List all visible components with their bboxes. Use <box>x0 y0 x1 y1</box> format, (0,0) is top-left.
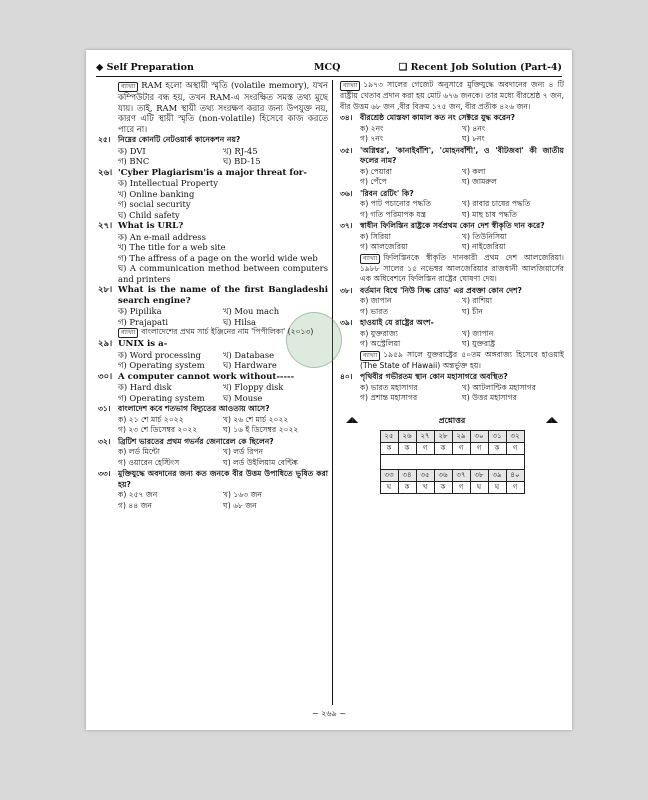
options-34: ক) ২নং খ) ৪নং গ) ৭নং ঘ) ৮নং <box>360 123 486 143</box>
left-column <box>98 80 328 511</box>
answer-number: ২৭ <box>416 431 434 443</box>
answer-cell: ক <box>488 443 506 455</box>
answer-number: ৩০ <box>470 431 488 443</box>
page-header <box>96 62 562 77</box>
options-38: ক) জাপান খ) রাশিয়া গ) ভারত ঘ) চীন <box>360 296 493 316</box>
answer-cell: গ <box>506 443 524 455</box>
answer-number: ৩৬ <box>434 470 452 482</box>
question-29: ২৯। UNIX is a- <box>98 339 168 349</box>
options-25: ক) DVI খ) RJ-45 গ) BNC ঘ) BD-15 <box>118 145 261 166</box>
answer-number: ২৯ <box>452 431 470 443</box>
options-37: ক) সিরিয়া খ) তিউনিসিয়া গ) আলজেরিয়া ঘ) নাইজেরিয়া <box>360 231 507 251</box>
answer-row <box>380 443 524 455</box>
document-page <box>86 50 572 730</box>
question-36: ৩৬। 'রিবন রেটিং' কি? <box>340 188 414 198</box>
question-31: ৩১। বাংলাদেশ কবে শতভাগ বিদ্যুতের আওতায় আসে? <box>98 404 270 413</box>
question-28: ২৮। What is the name of the first Bangladeshi search engine? <box>98 285 328 306</box>
options-31: ক) ২১ শে মার্চ ২০২২ খ) ২৬ শে মার্চ ২০২২ গ) ২৩ শে ডিসেম্বর ২০২২ ঘ) ১৬ ই ডিসেম্বর ২০২২ <box>118 414 299 434</box>
pointer-left-icon: ◢◣ <box>346 414 359 424</box>
option: গ) social security <box>118 199 191 209</box>
answer-key-title: ◢◣ প্রশ্নোত্তর ◢◣ <box>346 414 558 425</box>
answer-number: ৩২ <box>506 431 524 443</box>
option: ঘ) A communication method between computers and printers <box>118 263 328 284</box>
answer-cell: গ <box>506 482 524 494</box>
answer-number: ৩৮ <box>470 470 488 482</box>
question-37: ৩৭। স্বাধীন ফিলিস্তিন রাষ্ট্রকে সর্বপ্রথম কোন দেশ স্বীকৃতি দান করে? <box>340 221 545 230</box>
options-29: ক) Word processing খ) Database গ) Operating system ঘ) Hardware <box>118 349 277 370</box>
answer-cell: ক <box>380 443 398 455</box>
question-30: ৩০। A computer cannot work without----- <box>98 371 295 382</box>
answer-cell: ঘ <box>380 482 398 494</box>
answer-number: ৩১ <box>488 431 506 443</box>
answer-cell: গ <box>452 443 470 455</box>
answer-cell: গ <box>416 443 434 455</box>
header-right: ❑ Recent Job Solution (Part-4) <box>398 62 562 73</box>
answer-number-row <box>380 431 524 443</box>
answer-number: ২৮ <box>434 431 452 443</box>
answer-number: ৩৪ <box>398 470 416 482</box>
explanation: ব্যাখ্যা ১৯৭৩ সালের গেজেট অনুসারে মুক্তিযুদ্ধে অবদানের জন্য ৪ টি রাষ্ট্রীয় খেতাব প্রদান করা হয় মোট ৬৭৬ জনকে। তার মধ্যে বীরশ্রেষ্ঠ ৭ জন, বীর উত্তম ৬৮ জন ,বীর বিক্রম ১৭৫ জন, বীর প্রতীক ৪২৬ জন। <box>340 80 564 111</box>
option: গ) The affress of a page on the world wide web <box>118 252 318 263</box>
right-column <box>340 80 564 494</box>
answer-number: ৩৫ <box>416 470 434 482</box>
answer-cell: ক <box>398 443 416 455</box>
answer-number: ২৬ <box>398 431 416 443</box>
pointer-right-icon: ◢◣ <box>545 414 558 424</box>
options-33: ক) ২৫৭ জন খ) ১৬৩ জন গ) ৪৪ জন ঘ) ৬৮ জন <box>118 490 262 510</box>
explanation: ব্যাখ্যা বাংলাদেশের প্রথম সার্চ ইঞ্জিনের নাম 'পিপীলিকা' (২০১৩) <box>98 327 328 338</box>
options-40: ক) ভারত মহাসাগর খ) আটলান্টিক মহাসাগর গ) প্রশান্ত মহাসাগর ঘ) উত্তর মহাসাগর <box>360 382 536 402</box>
question-27: ২৭। What is URL? <box>98 221 184 231</box>
options-39: ক) যুক্তরাজ্য খ) জাপান গ) অস্ট্রেলিয়া ঘ) যুক্তরাষ্ট্র <box>360 328 496 348</box>
question-32: ৩২। ব্রিটিশ ভারতের প্রথম গভর্নর জেনারেল কে ছিলেন? <box>98 436 274 446</box>
answer-cell: ক <box>434 482 452 494</box>
options-30: ক) Hard disk খ) Floppy disk গ) Operating system ঘ) Mouse <box>118 382 284 403</box>
options-32: ক) লর্ড মিন্টো খ) লর্ড রিপন গ) ওয়ারেন হেস্টিংস ঘ) লর্ড উইলিয়াম বেন্টিঙ্ক <box>118 447 298 467</box>
answer-cell: ক <box>398 482 416 494</box>
options-28: ক) Pipilika খ) Mou mach গ) Prajapati ঘ) Hilsa <box>118 306 280 327</box>
answer-spacer-row <box>380 455 524 470</box>
option: খ) The title for a web site <box>118 242 226 252</box>
question-33: ৩৩। মুক্তিযুদ্ধে অবদানের জন্য কত জনকে বীর উত্তম উপাধিতে ভূষিত করা হয়? <box>98 469 328 489</box>
question-40: ৪০। পৃথিবীর গভীরতম স্থান কোন মহাসাগরে অবস্থিত? <box>340 372 508 381</box>
question-35: ৩৫। 'অগ্নিশ্বর', 'কানাইবাঁশি', 'মোহনবাঁশী', ও 'বীটজবা' কী জাতীয় ফলের নাম? <box>340 145 564 165</box>
answer-cell: ক <box>434 443 452 455</box>
page-number: ~ ২৬৯ ~ <box>311 709 347 718</box>
explanation: ব্যাখ্যা RAM হলো অস্থায়ী স্মৃতি (volatile memory), যখন কম্পিউটার বন্ধ হয়, তখন RAM-এ সংরক্ষিত সমস্ত তথ্য মুছে যায়। তাই, RAM স্থায়ী তথ্য সংরক্ষণ করার জন্য উপযুক্ত নয়, কারণ এটি স্থায়ী স্মৃতি (non-volatile) হিসেবে কাজ করতে পারে না। <box>118 80 328 134</box>
answer-number: ২৫ <box>380 431 398 443</box>
answer-cell: ঘ <box>470 482 488 494</box>
option: ক) Intellectual Property <box>118 178 219 188</box>
answer-number: ৩৭ <box>452 470 470 482</box>
answer-number-row <box>380 470 524 482</box>
option: ক) An e-mail address <box>118 231 206 242</box>
column-divider <box>332 80 333 705</box>
question-34: ৩৪। বীরশ্রেষ্ঠ মোস্তফা কামাল কত নং সেক্টরে যুদ্ধ করেন? <box>340 113 516 122</box>
answer-key-table <box>380 430 525 494</box>
header-left: ◆ Self Preparation <box>96 62 194 73</box>
explanation: ব্যাখ্যা ১৯৫৯ সালে যুক্তরাষ্ট্রের ৫০তম অঙ্গরাজ্য হিসেবে হাওয়াই (The State of Hawaii) অন্তর্ভুক্ত হয়। <box>360 349 564 370</box>
explanation: ব্যাখ্যা ফিলিস্তিনকে স্বীকৃতি দানকারী প্রথম দেশ আলজেরিয়া। ১৯৮৮ সালের ১৫ নভেম্বর আলজেরিয়ার রাজধানী আলজিয়ার্সের এক অধিবেশনে ফিলিস্তিন রাষ্ট্রের ঘোষণা দেয়। <box>360 252 564 283</box>
answer-cell: খ <box>416 482 434 494</box>
answer-cell: ঘ <box>488 482 506 494</box>
answer-cell: গ <box>470 443 488 455</box>
question-25: ২৫। নিম্নের কোনটি নেটওয়ার্ক কানেকশন নয়? <box>98 135 241 144</box>
question-26: ২৬। 'Cyber Plagiarism'is a major threat for- <box>98 167 307 178</box>
explanation-tag: ব্যাখ্যা <box>118 82 138 92</box>
option: খ) Online banking <box>118 188 195 199</box>
question-39: ৩৯। হাওয়াই যে রাষ্ট্রের অংশ- <box>340 318 434 327</box>
options-35: ক) পেয়ারা খ) কলা গ) পেঁপে ঘ) জামরুল <box>360 166 497 186</box>
header-middle: MCQ <box>314 62 341 73</box>
answer-cell: গ <box>452 482 470 494</box>
answer-number: ৪০ <box>506 470 524 482</box>
question-38: ৩৮। বর্তমান বিশ্বে 'নিউ সিল্ক রোড' এর প্রবক্তা কোন দেশ? <box>340 285 522 295</box>
answer-number: ৩৩ <box>380 470 398 482</box>
options-36: ক) পাট পচানোর পদ্ধতি খ) রাবার চাষের পদ্ধতি গ) গতি পরিমাপক যন্ত্র ঘ) মাছ চাষ পদ্ধতি <box>360 199 531 219</box>
answer-row <box>380 482 524 494</box>
option: ঘ) Child safety <box>118 209 180 220</box>
answer-number: ৩৯ <box>488 470 506 482</box>
